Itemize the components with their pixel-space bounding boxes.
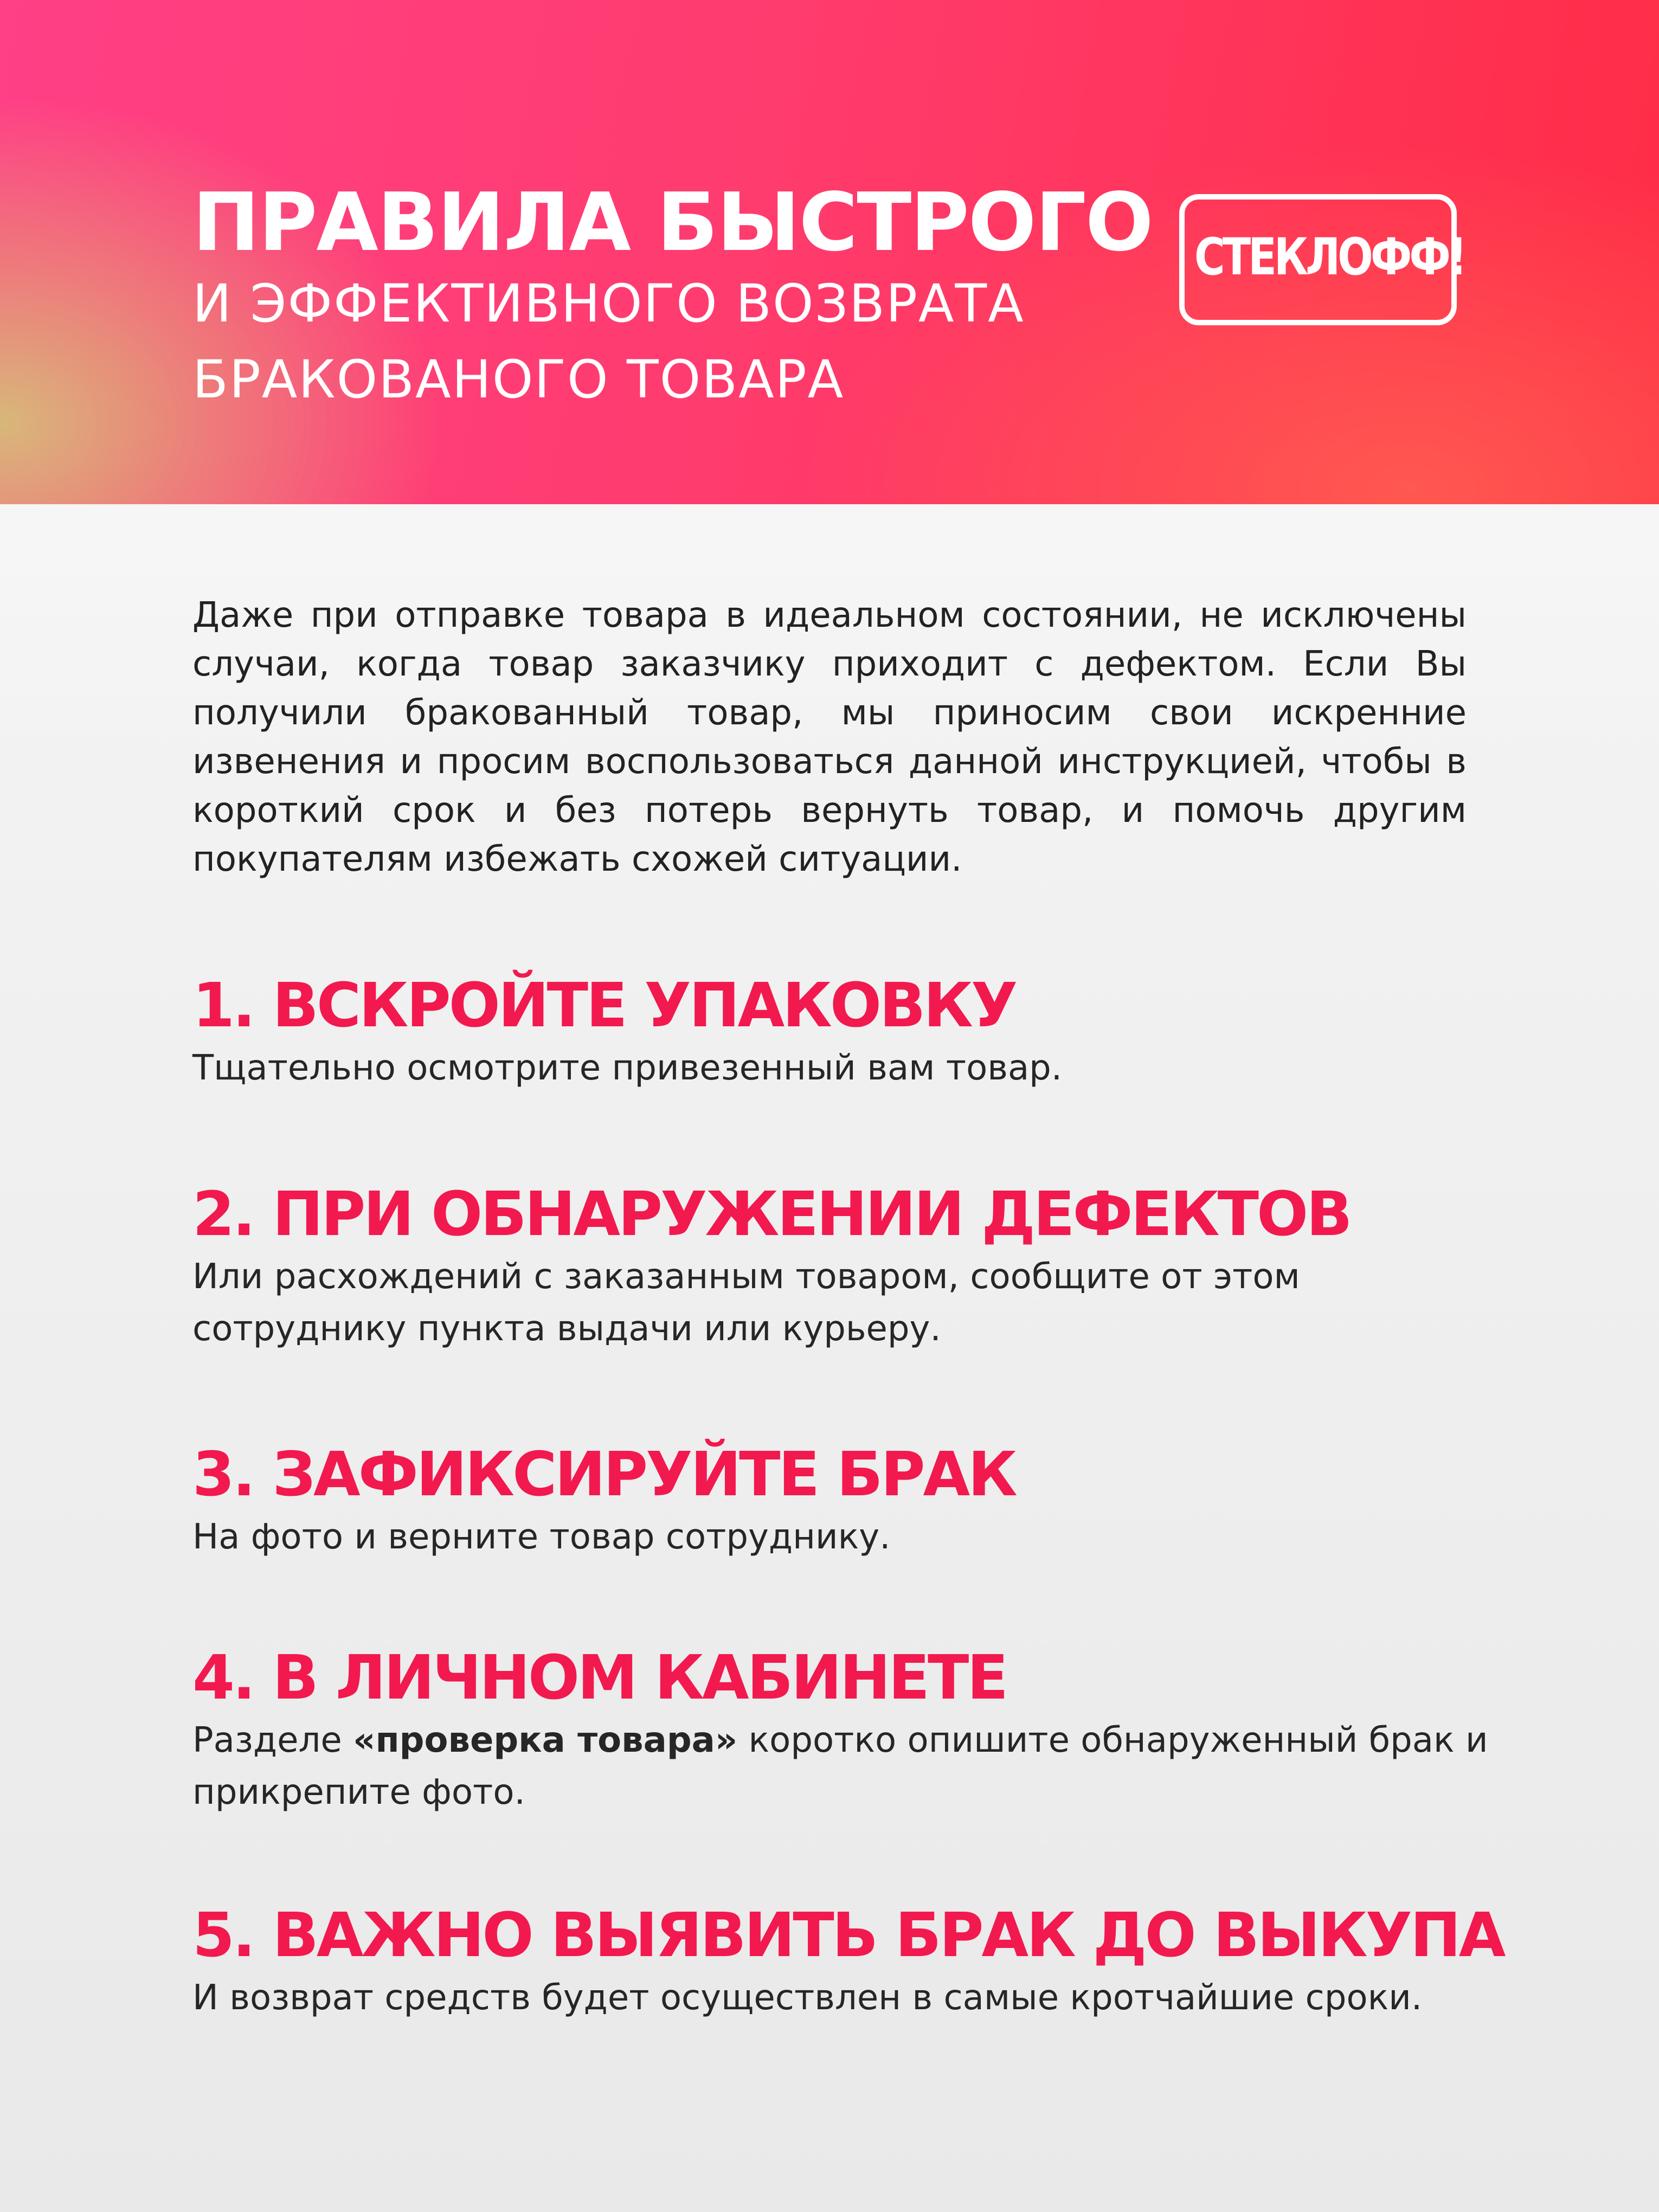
step-4-text-bold: «проверка товара» [353, 1720, 738, 1760]
step-1-title: 1. ВСКРОЙТЕ УПАКОВКУ [192, 970, 1016, 1041]
step-4-title: 4. В ЛИЧНОМ КАБИНЕТЕ [192, 1643, 1006, 1713]
title-block [192, 176, 1153, 417]
logo-text: СТЕКЛОФФ! [1194, 228, 1465, 287]
brand-logo [1179, 194, 1465, 330]
step-3-title: 3. ЗАФИКСИРУЙТЕ БРАК [192, 1439, 1015, 1510]
page-title: ПРАВИЛА БЫСТРОГО [192, 176, 1153, 269]
step-5 [192, 1900, 1504, 2024]
page-subtitle-line-1: И ЭФФЕКТИВНОГО ВОЗВРАТА [192, 273, 1025, 334]
step-2 [192, 1179, 1494, 1355]
step-5-text: И возврат средств будет осуществлен в самые кротчайшие сроки. [192, 1978, 1423, 2018]
step-2-title: 2. ПРИ ОБНАРУЖЕНИИ ДЕФЕКТОВ [192, 1179, 1351, 1250]
step-5-title: 5. ВАЖНО ВЫЯВИТЬ БРАК ДО ВЫКУПА [192, 1900, 1504, 1971]
step-4 [192, 1643, 1494, 1818]
step-4-text [192, 1714, 1494, 1818]
step-1 [192, 970, 1494, 1094]
step-2-text: Или расхождений с заказанным товаром, сообщите от этом сотруднику пункта выдачи или курьеру. [192, 1257, 1300, 1349]
page-subtitle-line-2: БРАКОВАНОГО ТОВАРА [192, 349, 845, 410]
step-4-text-end: коротко опишите обнаруженный брак и прикрепите фото. [192, 1720, 1488, 1812]
header-banner [0, 0, 1659, 504]
step-1-text: Тщательно осмотрите привезенный вам товар. [192, 1048, 1063, 1088]
step-3-text: На фото и верните товар сотруднику. [192, 1517, 891, 1557]
intro-paragraph: Даже при отправке товара в идеальном состоянии, не исключены случаи, когда товар заказчику приходит с дефектом. Если Вы получили бракованный товар, мы приносим свои искренние извенения и просим воспользоваться данной инструкцией, чтобы в короткий срок и без потерь вернуть товар, и помочь другим покупателям избежать схожей ситуации. [192, 595, 1467, 879]
step-3 [192, 1439, 1494, 1563]
step-4-text-start: Разделе [192, 1720, 353, 1760]
